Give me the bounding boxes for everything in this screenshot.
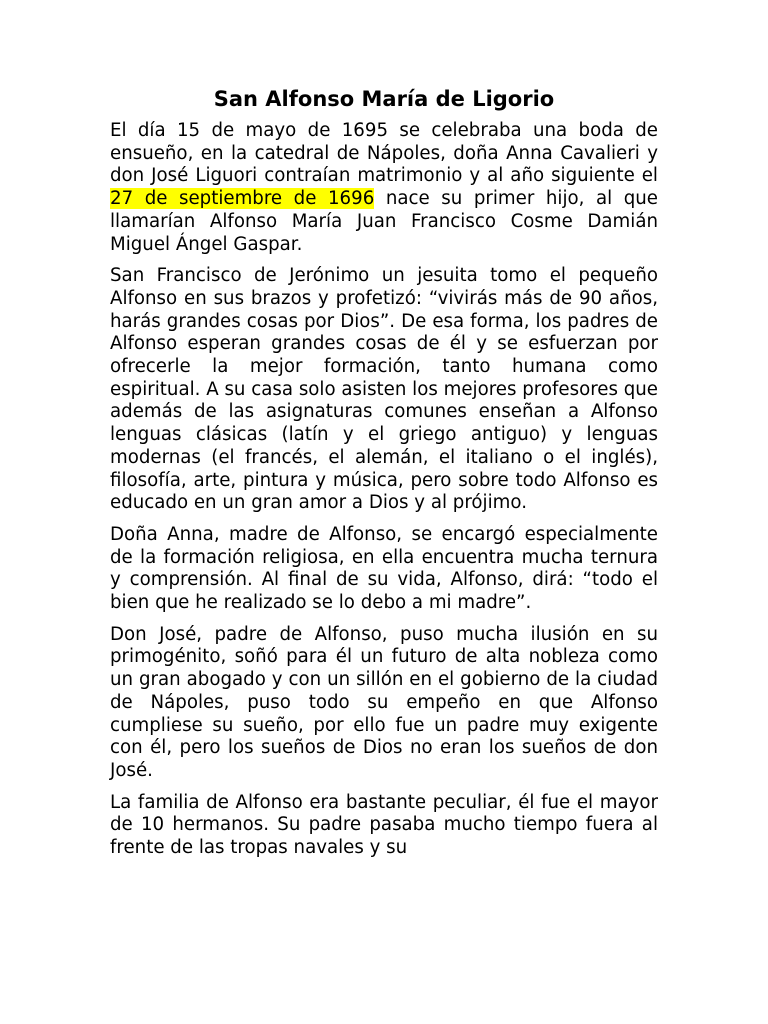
paragraph-5: La familia de Alfonso era bastante peculiar, él fue el mayor de 10 hermanos. Su padre pasaba mucho tiempo fuera al frente de las tropas navales y su bbox=[110, 791, 658, 859]
paragraph-1 bbox=[110, 120, 658, 256]
paragraph-3: Doña Anna, madre de Alfonso, se encargó especialmente de la formación religiosa, en ella encuentra mucha ternura y comprensión. Al final de su vida, Alfonso, dirá: “todo el bien que he realizado se lo debo a mi madre”. bbox=[110, 523, 658, 614]
paragraph-1-text-start: El día 15 de mayo de 1695 se celebraba una boda de ensueño, en la catedral de Nápoles, doña Anna Cavalieri y don José Liguori contraían matrimonio y al año siguiente el bbox=[110, 120, 658, 187]
highlighted-date: 27 de septiembre de 1696 bbox=[110, 188, 375, 210]
document-title: San Alfonso María de Ligorio bbox=[213, 87, 555, 111]
document-page bbox=[110, 84, 658, 869]
paragraph-1-text-end: nace su primer hijo, al que llamarían Alfonso María Juan Francisco Cosme Damián Miguel Ángel Gaspar. bbox=[110, 188, 658, 255]
paragraph-4: Don José, padre de Alfonso, puso mucha ilusión en su primogénito, soñó para él un futuro de alta nobleza como un gran abogado y con un sillón en el gobierno de la ciudad de Nápoles, puso todo su empeño en que Alfonso cumpliese su sueño, por ello fue un padre muy exigente con él, pero los sueños de Dios no eran los sueños de don José. bbox=[110, 623, 658, 781]
paragraph-2: San Francisco de Jerónimo un jesuita tomo el pequeño Alfonso en sus brazos y profetizó: “vivirás más de 90 años, harás grandes cosas por Dios”. De esa forma, los padres de Alfonso esperan grandes cosas de él y se esfuerzan por ofrecerle la mejor formación, tanto humana como espiritual. A su casa solo asisten los mejores profesores que además de las asignaturas comunes enseñan a Alfonso lenguas clásicas (latín y el griego antiguo) y lenguas modernas (el francés, el alemán, el italiano o el inglés), filosofía, arte, pintura y música, pero sobre todo Alfonso es educado en un gran amor a Dios y al prójimo. bbox=[110, 265, 658, 514]
